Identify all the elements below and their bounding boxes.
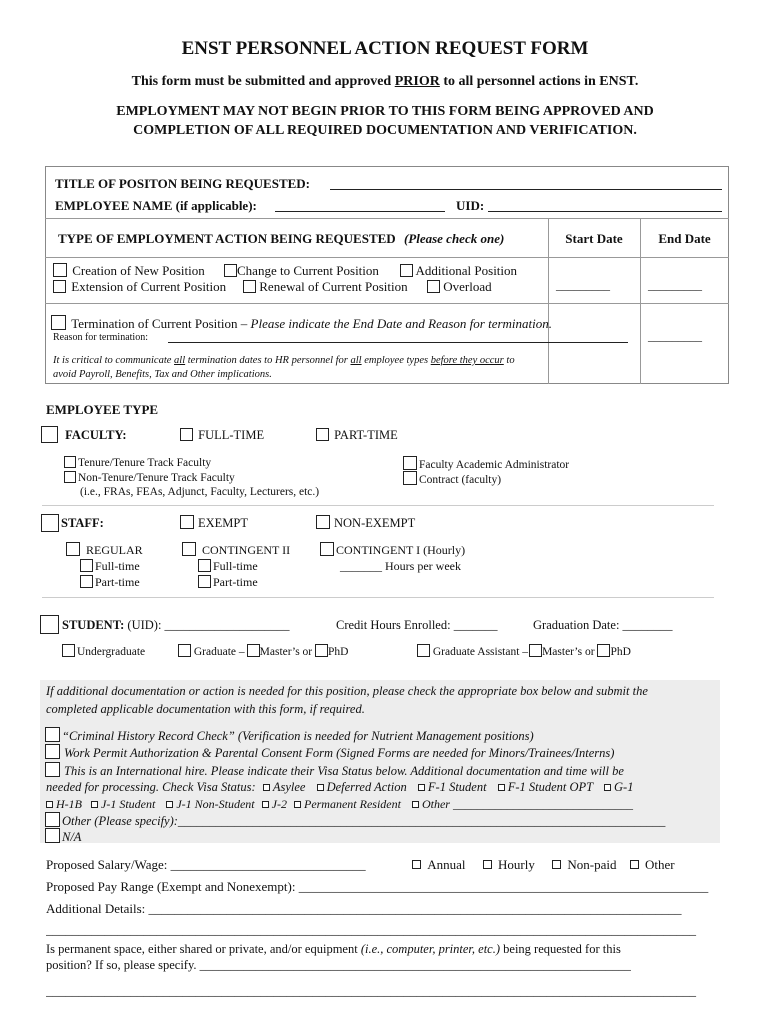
submission-notice-post: to all personnel actions in ENST.	[439, 74, 639, 89]
graduate-label: Graduate –	[193, 646, 245, 658]
additional-position-checkbox[interactable]	[400, 264, 413, 277]
employee-type-heading: EMPLOYEE TYPE	[46, 402, 159, 417]
critical-all-2: all	[350, 355, 362, 366]
hourly-label: Hourly	[498, 857, 535, 872]
visa-asylee-checkbox[interactable]	[263, 784, 270, 791]
visa-other-checkbox[interactable]	[412, 801, 419, 808]
work-permit-label: Work Permit Authorization & Parental Consent Form (Signed Forms are needed for Minors/Trainees/Interns)	[64, 746, 615, 760]
type-of-action-header: TYPE OF EMPLOYMENT ACTION BEING REQUESTED	[58, 231, 396, 246]
credit-hours-field[interactable]: Credit Hours Enrolled: _______	[336, 618, 498, 632]
employee-name-label: EMPLOYEE NAME (if applicable):	[55, 198, 257, 213]
international-hire-checkbox[interactable]	[45, 762, 60, 777]
extension-position-label: Extension of Current Position	[71, 279, 227, 294]
contingent-2-part-time-checkbox[interactable]	[198, 575, 211, 588]
regular-part-time-label: Part-time	[95, 575, 140, 589]
new-position-label: Creation of New Position	[72, 263, 205, 278]
critical-all-1: all	[174, 355, 186, 366]
graduate-phd-checkbox[interactable]	[315, 644, 328, 657]
visa-g1-checkbox[interactable]	[604, 784, 611, 791]
faculty-label: FACULTY:	[65, 428, 127, 442]
faculty-full-time-label: FULL-TIME	[198, 428, 265, 442]
new-position-checkbox[interactable]	[53, 263, 67, 277]
warning-line-2: COMPLETION OF ALL REQUIRED DOCUMENTATION AND VERIFICATION.	[133, 123, 637, 138]
visa-h1b-checkbox[interactable]	[46, 801, 53, 808]
reason-field[interactable]	[168, 342, 628, 343]
faculty-full-time-checkbox[interactable]	[180, 428, 193, 441]
na-checkbox[interactable]	[45, 828, 60, 843]
student-uid-field[interactable]: (UID): ____________________	[127, 618, 290, 632]
submission-notice	[0, 74, 770, 90]
submission-notice-pre: This form must be submitted and approved	[131, 74, 395, 89]
grad-assistant-phd-label: PhD	[610, 646, 631, 658]
other-pay-label: Other	[644, 857, 675, 872]
hourly-checkbox[interactable]	[483, 860, 492, 869]
faculty-checkbox[interactable]	[41, 426, 58, 443]
annual-checkbox[interactable]	[412, 860, 421, 869]
termination-end-date-field[interactable]: _________	[648, 329, 702, 343]
start-date-header: Start Date	[565, 231, 623, 246]
space-question-pre: Is permanent space, either shared or private, and/or equipment	[46, 942, 361, 956]
faculty-admin-checkbox[interactable]	[403, 456, 417, 470]
critical-notice-line-1	[53, 355, 515, 366]
visa-f1-checkbox[interactable]	[418, 784, 425, 791]
position-title-label: TITLE OF POSITON BEING REQUESTED:	[55, 176, 311, 191]
termination-dash: –	[237, 316, 251, 331]
faculty-admin-label: Faculty Academic Administrator	[419, 459, 570, 471]
additional-position-label: Additional Position	[415, 263, 518, 278]
visa-pr-checkbox[interactable]	[294, 801, 301, 808]
visa-f1-opt-label: F-1 Student OPT	[507, 780, 593, 794]
non-paid-checkbox[interactable]	[552, 860, 561, 869]
reason-label: Reason for termination:	[53, 332, 148, 343]
space-question-examples: (i.e., computer, printer, etc.)	[360, 942, 501, 956]
warning-line-1: EMPLOYMENT MAY NOT BEGIN PRIOR TO THIS FORM BEING APPROVED AND	[116, 104, 654, 119]
non-paid-label: Non-paid	[567, 857, 617, 872]
hours-per-week-field[interactable]: _______ Hours per week	[340, 559, 461, 573]
grad-assistant-checkbox[interactable]	[417, 644, 430, 657]
work-permit-checkbox[interactable]	[45, 744, 60, 759]
uid-field[interactable]	[488, 211, 722, 212]
contingent-2-full-time-checkbox[interactable]	[198, 559, 211, 572]
grad-assistant-masters-label: Master’s or	[542, 646, 595, 658]
visa-other-field[interactable]: Other ______________________________	[421, 797, 633, 811]
renewal-position-checkbox[interactable]	[243, 280, 256, 293]
non-exempt-label: NON-EXEMPT	[334, 516, 416, 530]
visa-f1-label: F-1 Student	[427, 780, 487, 794]
change-position-checkbox[interactable]	[224, 264, 237, 277]
regular-part-time-checkbox[interactable]	[80, 575, 93, 588]
type-of-action-hint: (Please check one)	[403, 231, 505, 246]
position-title-field[interactable]	[330, 189, 722, 190]
contract-label: Contract (faculty)	[419, 474, 502, 486]
contingent-2-part-time-label: Part-time	[213, 575, 258, 589]
critical-before: before they occur	[430, 355, 504, 366]
overload-checkbox[interactable]	[427, 280, 440, 293]
space-question-post: being requested for this	[500, 942, 621, 956]
student-checkbox[interactable]	[40, 615, 59, 634]
annual-label: Annual	[427, 857, 466, 872]
staff-label: STAFF:	[61, 516, 104, 530]
termination-checkbox[interactable]	[51, 315, 66, 330]
critical-text-1: It is critical to communicate	[53, 355, 175, 366]
extension-position-checkbox[interactable]	[53, 280, 66, 293]
graduate-phd-label: PhD	[328, 646, 349, 658]
prior-emphasis: PRIOR	[394, 74, 440, 89]
additional-details-field[interactable]: Additional Details: __________________________________________________________________________________	[46, 901, 682, 916]
staff-checkbox[interactable]	[41, 514, 59, 532]
visa-deferred-checkbox[interactable]	[317, 784, 324, 791]
criminal-check-checkbox[interactable]	[45, 727, 60, 742]
graduate-masters-label: Master’s or	[259, 646, 313, 658]
non-tenure-label: Non-Tenure/Tenure Track Faculty	[78, 472, 235, 484]
termination-hint: Please indicate the End Date and Reason for termination.	[250, 316, 552, 331]
na-label: N/A	[62, 830, 82, 844]
regular-full-time-label: Full-time	[95, 559, 140, 573]
pay-range-field[interactable]: Proposed Pay Range (Exempt and Nonexempt): _______________________________________________________________	[46, 879, 709, 894]
faculty-part-time-checkbox[interactable]	[316, 428, 329, 441]
contingent-2-label: CONTINGENT II	[202, 543, 291, 557]
visa-g1-label: G-1	[614, 780, 634, 794]
exempt-checkbox[interactable]	[180, 515, 194, 529]
graduation-date-field[interactable]: Graduation Date: ________	[533, 618, 673, 632]
undergraduate-checkbox[interactable]	[62, 644, 75, 657]
visa-j1-non-label: J-1 Non-Student	[176, 797, 255, 811]
salary-field[interactable]: Proposed Salary/Wage: ______________________________	[46, 857, 366, 872]
tenure-label: Tenure/Tenure Track Faculty	[78, 457, 212, 469]
other-specify-checkbox[interactable]	[45, 812, 60, 827]
visa-pr-label: Permanent Resident	[303, 797, 401, 811]
regular-checkbox[interactable]	[66, 542, 80, 556]
space-question-field[interactable]: position? If so, please specify. _____________________________________________________________________	[46, 958, 631, 972]
visa-j1-non-checkbox[interactable]	[166, 801, 173, 808]
documentation-intro-1: If additional documentation or action is needed for this position, please check the appropriate box below and submit the	[46, 684, 648, 698]
contract-checkbox[interactable]	[403, 471, 417, 485]
end-date-field[interactable]: _________	[648, 278, 702, 292]
contingent-2-full-time-label: Full-time	[213, 559, 258, 573]
page-title: ENST PERSONNEL ACTION REQUEST FORM	[181, 38, 589, 59]
visa-j1-checkbox[interactable]	[91, 801, 98, 808]
contingent-1-label: CONTINGENT I (Hourly)	[336, 543, 466, 557]
contingent-1-checkbox[interactable]	[320, 542, 334, 556]
tenure-checkbox[interactable]	[64, 456, 76, 468]
graduate-masters-checkbox[interactable]	[247, 644, 260, 657]
graduate-checkbox[interactable]	[178, 644, 191, 657]
termination-label: Termination of Current Position	[71, 316, 238, 331]
grad-assistant-phd-checkbox[interactable]	[597, 644, 610, 657]
space-question-line-2[interactable]: ____________________________________________________________________________________________________	[46, 983, 696, 998]
overload-label: Overload	[443, 279, 492, 294]
renewal-position-label: Renewal of Current Position	[259, 279, 408, 294]
visa-f1-opt-checkbox[interactable]	[498, 784, 505, 791]
regular-full-time-checkbox[interactable]	[80, 559, 93, 572]
critical-text-4: to	[503, 355, 515, 366]
faculty-note: (i.e., FRAs, FEAs, Adjunct, Faculty, Lecturers, etc.)	[80, 486, 320, 498]
uid-label: UID:	[456, 198, 485, 213]
visa-asylee-label: Asylee	[272, 780, 306, 794]
other-specify-field[interactable]: Other (Please specify):______________________________________________________________________________	[62, 814, 666, 828]
change-position-label: Change to Current Position	[237, 263, 379, 278]
start-date-field[interactable]: _________	[556, 278, 610, 292]
international-hire-label: This is an International hire. Please indicate their Visa Status below. Additional documentation and time will be	[64, 764, 624, 778]
critical-text-3: employee types	[361, 355, 431, 366]
non-tenure-checkbox[interactable]	[64, 471, 76, 483]
additional-details-line-2[interactable]: ____________________________________________________________________________________________________	[46, 922, 696, 937]
visa-h1b-label: H-1B	[56, 797, 82, 811]
critical-notice-line-2: avoid Payroll, Benefits, Tax and Other implications.	[53, 369, 272, 380]
undergraduate-label: Undergraduate	[77, 646, 146, 658]
faculty-part-time-label: PART-TIME	[334, 428, 398, 442]
other-pay-checkbox[interactable]	[630, 860, 639, 869]
end-date-header: End Date	[658, 231, 711, 246]
visa-status-prompt: needed for processing. Check Visa Status:	[46, 780, 256, 794]
critical-text-2: termination dates to HR personnel for	[185, 355, 351, 366]
grad-assistant-label: Graduate Assistant –	[432, 646, 529, 658]
employee-name-field[interactable]	[275, 211, 445, 212]
visa-j1-label: J-1 Student	[101, 797, 156, 811]
criminal-check-label: “Criminal History Record Check” (Verification is needed for Nutrient Management positions)	[62, 729, 534, 743]
exempt-label: EXEMPT	[198, 516, 248, 530]
non-exempt-checkbox[interactable]	[316, 515, 330, 529]
visa-j2-label: J-2	[271, 797, 287, 811]
documentation-intro-2: completed applicable documentation with this form, if required.	[46, 702, 365, 716]
contingent-2-checkbox[interactable]	[182, 542, 196, 556]
grad-assistant-masters-checkbox[interactable]	[529, 644, 542, 657]
student-label: STUDENT:	[62, 618, 125, 632]
visa-j2-checkbox[interactable]	[262, 801, 269, 808]
visa-deferred-label: Deferred Action	[326, 780, 407, 794]
regular-label: REGULAR	[86, 543, 143, 557]
